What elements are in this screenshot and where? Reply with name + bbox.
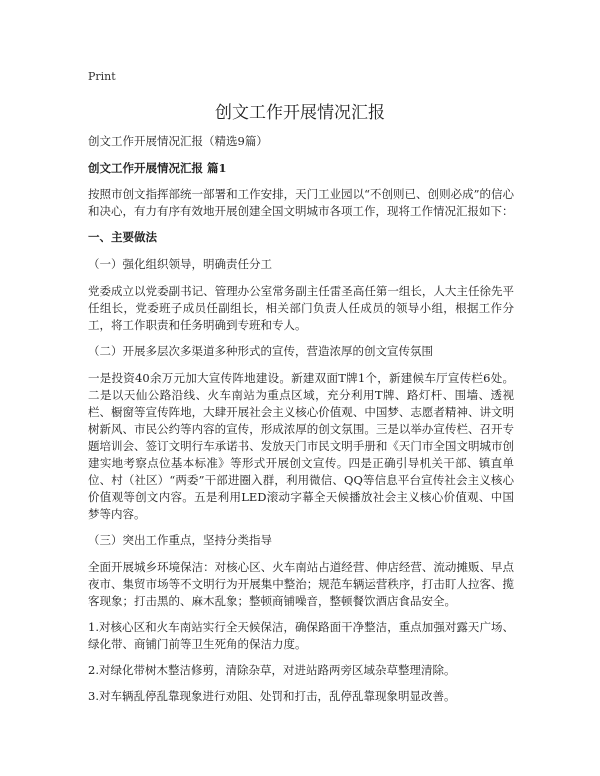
- subheading-3: （三）突出工作重点，坚持分类指导: [88, 533, 272, 547]
- print-label: Print: [88, 70, 116, 83]
- list-item-3: 3.对车辆乱停乱靠现象进行劝阻、处罚和打击，乱停乱靠现象明显改善。: [88, 689, 456, 703]
- section-heading: 创文工作开展情况汇报 篇1: [88, 161, 227, 175]
- intro-paragraph: 按照市创文指挥部统一部署和工作安排，天门工业园以“不创则已、创则必成”的信心和决心，有力有序有效地开展创建全国文明城市各项工作，现将工作情况汇报如下：: [88, 187, 514, 218]
- subtitle: 创文工作开展情况汇报（精选9篇）: [88, 134, 268, 148]
- list-item-2: 2.对绿化带树木整洁修剪，清除杂草，对进站路两旁区域杂草整理清除。: [88, 663, 456, 677]
- page-title: 创文工作开展情况汇报: [215, 103, 385, 123]
- paragraph-2: 一是投资40余万元加大宣传阵地建设。新建双面T牌1个，新建候车厅宣传栏6处。二是以天仙公路沿线、火车南站为重点区域，充分利用T牌、路灯杆、围墙、透视栏、橱窗等宣传阵地，大肆开展社会主义核心价值观、中国梦、志愿者精神、讲文明树新风、市民公约等内容的宣传，形成浓厚的创文氛围。三是以举办宣传栏、召开专题培训会、签订文明行车承诺书、发放天门市民文明手册和《天门市全国文明城市创建实地考察点位基本标准》等形式开展创文宣传。四是正确引导机关干部、镇直单位、村（社区）“两委”干部进圈入群，利用微信、QQ等信息平台宣传社会主义核心价值观等创文内容。五是利用LED滚动字幕全天候播放社会主义核心价值观、中国梦等内容。: [88, 371, 514, 521]
- list-item-1: 1.对核心区和火车南站实行全天候保洁，确保路面干净整洁，重点加强对露天广场、绿化带、商铺门前等卫生死角的保洁力度。: [88, 620, 514, 651]
- document-body: [88, 133, 514, 714]
- paragraph-3: 全面开展城乡环境保洁：对核心区、火车南站占道经营、伸店经营、流动摊贩、早点夜市、集贸市场等不文明行为开展集中整治；规范车辆运营秩序，打击盯人拉客、揽客现象；打击黑的、麻木乱象；整顿商铺噪音，整顿餐饮酒店食品安全。: [88, 560, 514, 608]
- heading-main-measures: 一、主要做法: [88, 230, 157, 244]
- subheading-1: （一）强化组织领导，明确责任分工: [88, 257, 272, 271]
- subheading-2: （二）开展多层次多渠道多种形式的宣传，营造浓厚的创文宣传氛围: [88, 344, 433, 358]
- paragraph-1: 党委成立以党委副书记、管理办公室常务副主任雷圣高任第一组长，人大主任徐先平任组长，党委班子成员任副组长，相关部门负责人任成员的领导小组，根据工作分工，将工作职责和任务明确到专班和专人。: [88, 284, 514, 332]
